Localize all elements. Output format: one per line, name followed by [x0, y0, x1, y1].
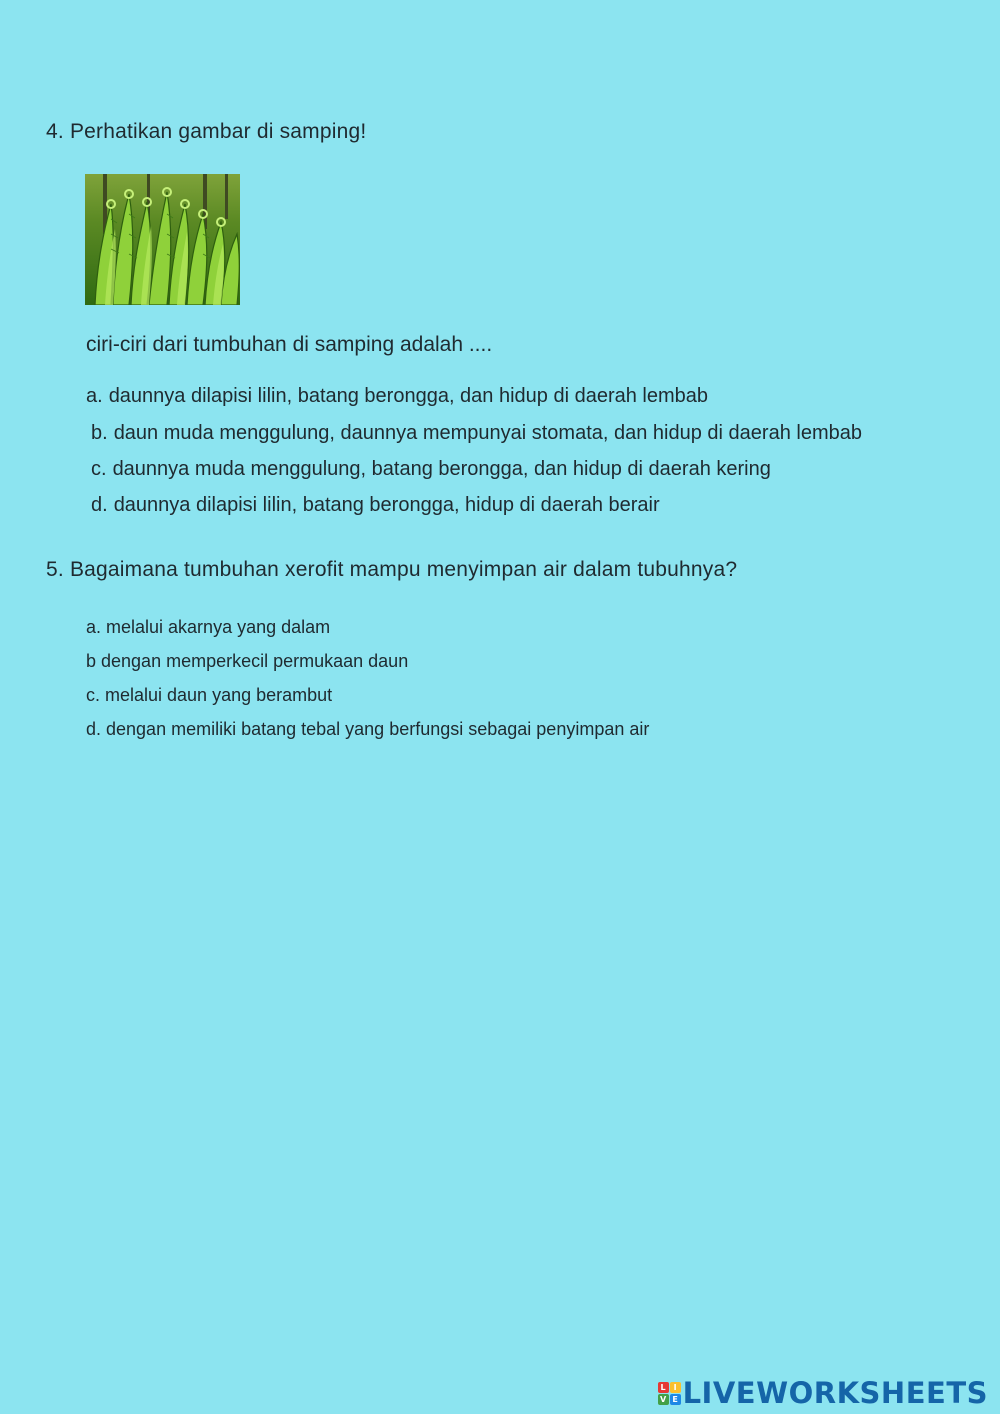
question-5-option-b[interactable]: b dengan memperkecil permukaan daun: [86, 651, 409, 671]
question-4-option-b[interactable]: [91, 422, 862, 445]
logo-letter-e: E: [670, 1394, 681, 1405]
liveworksheets-brand: [658, 1376, 988, 1410]
question-4-prompt: ciri-ciri dari tumbuhan di samping adalah ....: [86, 333, 493, 356]
fern-photo: [85, 174, 240, 305]
liveworksheets-wordmark: LIVEWORKSHEETS: [682, 1376, 988, 1410]
option-label: c.: [91, 458, 107, 480]
option-text: daunnya muda menggulung, batang berongga, dan hidup di daerah kering: [112, 458, 771, 480]
option-text: daunnya dilapisi lilin, batang berongga, hidup di daerah berair: [113, 494, 660, 516]
question-5-option-c[interactable]: c. melalui daun yang berambut: [86, 685, 333, 705]
question-5-option-a[interactable]: a. melalui akarnya yang dalam: [86, 617, 331, 637]
logo-letter-v: V: [658, 1394, 669, 1405]
liveworksheets-logo-icon: [658, 1382, 681, 1405]
option-text: daun muda menggulung, daunnya mempunyai stomata, dan hidup di daerah lembab: [113, 422, 862, 444]
logo-letter-i: I: [670, 1382, 681, 1393]
question-4-title: 4. Perhatikan gambar di samping!: [46, 120, 367, 143]
question-5-option-d[interactable]: d. dengan memiliki batang tebal yang berfungsi sebagai penyimpan air: [86, 719, 650, 739]
question-4-option-c[interactable]: [91, 458, 771, 481]
option-label: d.: [91, 494, 108, 516]
logo-letter-l: L: [658, 1382, 669, 1393]
question-4-option-d[interactable]: [91, 494, 660, 517]
option-label: b.: [91, 422, 108, 444]
option-text: daunnya dilapisi lilin, batang berongga, dan hidup di daerah lembab: [108, 385, 709, 407]
question-5-title: 5. Bagaimana tumbuhan xerofit mampu menyimpan air dalam tubuhnya?: [46, 558, 738, 581]
question-4-option-a[interactable]: [86, 385, 708, 408]
option-label: a.: [86, 385, 103, 407]
